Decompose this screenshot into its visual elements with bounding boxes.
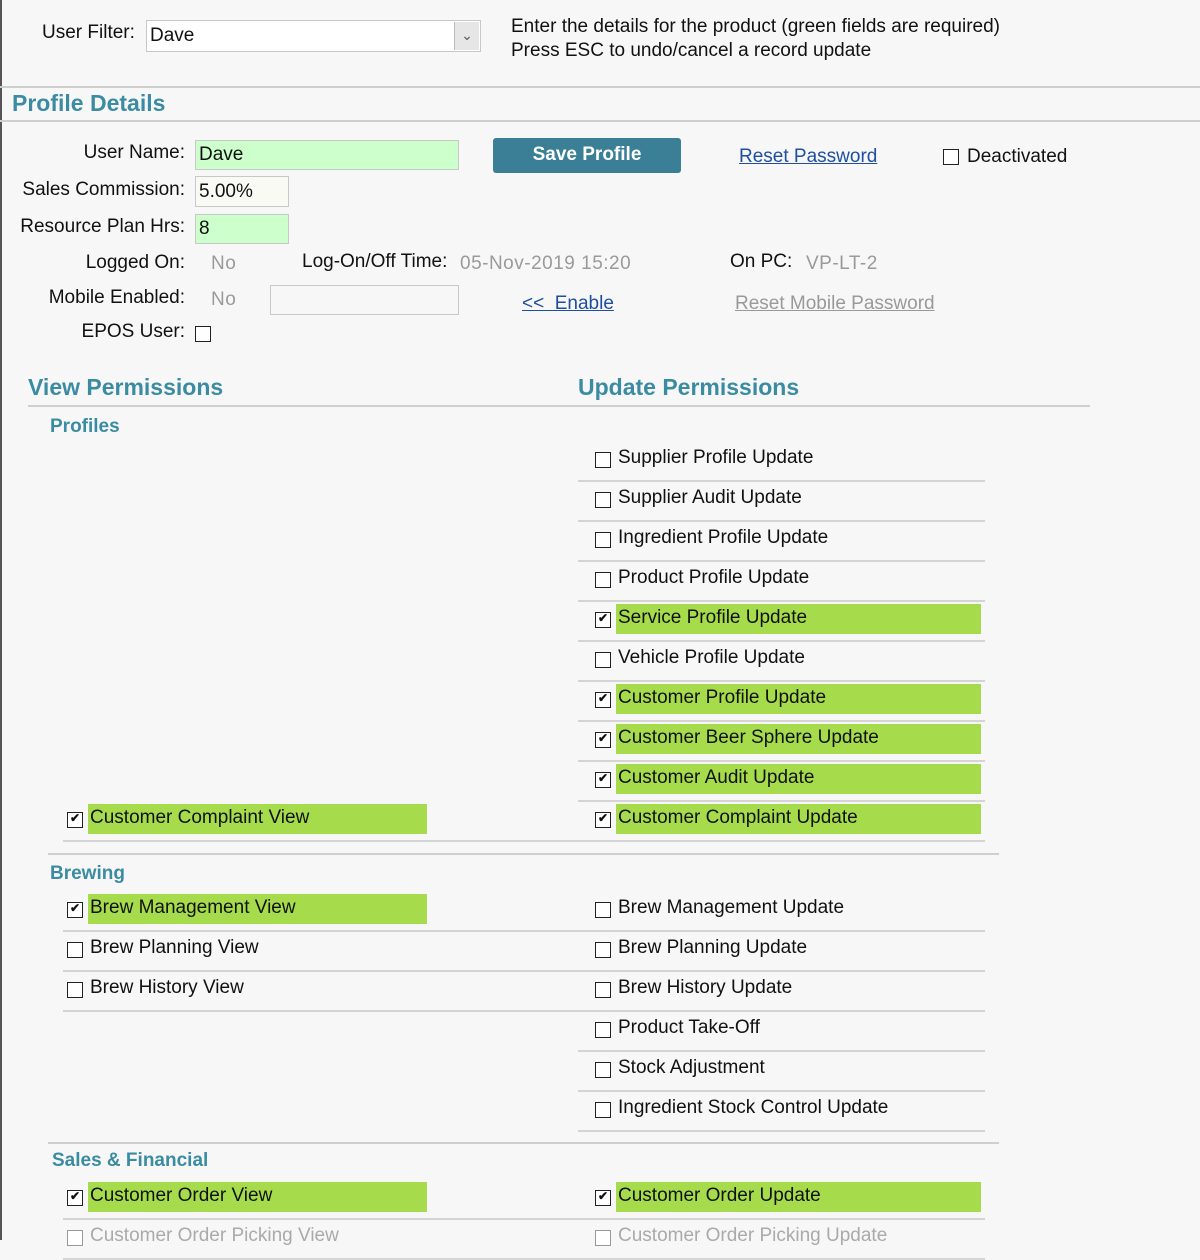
row-separator bbox=[63, 1218, 585, 1220]
mobile-enabled-value: No bbox=[211, 289, 237, 310]
row-separator bbox=[578, 1090, 985, 1092]
update-permission-label: Brew Management Update bbox=[618, 897, 845, 918]
row-separator bbox=[578, 680, 985, 682]
update-permission-label: Brew History Update bbox=[618, 977, 793, 998]
section-divider bbox=[48, 853, 999, 855]
hint-required: Enter the details for the product (green fields are required) bbox=[511, 16, 1000, 37]
section-heading: Sales & Financial bbox=[52, 1150, 209, 1171]
pc-value: VP-LT-2 bbox=[806, 253, 878, 274]
view-permission-label: Brew Planning View bbox=[90, 937, 259, 958]
update-permission-label: Supplier Audit Update bbox=[618, 487, 802, 508]
update-permission-checkbox[interactable] bbox=[595, 652, 611, 668]
update-permission-checkbox[interactable] bbox=[595, 492, 611, 508]
update-permission-checkbox[interactable] bbox=[595, 982, 611, 998]
update-permission-label: Customer Order Picking Update bbox=[618, 1225, 888, 1246]
plan-hrs-input[interactable]: 8 bbox=[195, 214, 289, 244]
row-separator bbox=[63, 1010, 585, 1012]
mobile-input[interactable] bbox=[270, 285, 459, 315]
reset-password-link[interactable]: Reset Password bbox=[739, 146, 878, 167]
row-separator bbox=[578, 1010, 985, 1012]
update-permission-checkbox[interactable] bbox=[595, 1022, 611, 1038]
reset-mobile-password-link[interactable]: Reset Mobile Password bbox=[735, 293, 935, 314]
row-separator bbox=[578, 840, 985, 842]
update-permission-checkbox[interactable]: ✔ bbox=[595, 612, 611, 628]
row-separator bbox=[578, 520, 985, 522]
update-permission-checkbox[interactable]: ✔ bbox=[595, 732, 611, 748]
section-heading: Profiles bbox=[50, 416, 120, 437]
logtime-value: 05-Nov-2019 15:20 bbox=[460, 253, 632, 274]
view-permission-label: Brew History View bbox=[90, 977, 244, 998]
epos-user-label: EPOS User: bbox=[81, 321, 185, 342]
view-permission-label: Customer Order View bbox=[90, 1185, 273, 1206]
view-permission-label: Customer Order Picking View bbox=[90, 1225, 339, 1246]
divider bbox=[28, 405, 1090, 407]
update-permission-label: Product Take-Off bbox=[618, 1017, 760, 1038]
update-permission-label: Supplier Profile Update bbox=[618, 447, 814, 468]
mobile-enabled-label: Mobile Enabled: bbox=[48, 287, 185, 308]
update-permission-checkbox[interactable] bbox=[595, 532, 611, 548]
row-separator bbox=[578, 640, 985, 642]
section-divider bbox=[48, 1142, 999, 1144]
user-filter-select[interactable] bbox=[146, 20, 481, 52]
commission-input[interactable]: 5.00% bbox=[195, 176, 289, 207]
logged-on-value: No bbox=[211, 253, 237, 274]
enable-mobile-link[interactable]: << Enable bbox=[522, 293, 614, 314]
commission-label: Sales Commission: bbox=[22, 179, 185, 200]
section-heading: Brewing bbox=[50, 863, 125, 884]
update-permission-checkbox[interactable] bbox=[595, 942, 611, 958]
update-permission-label: Ingredient Stock Control Update bbox=[618, 1097, 889, 1118]
update-permission-label: Customer Profile Update bbox=[618, 687, 827, 708]
divider bbox=[0, 120, 1200, 122]
save-profile-button[interactable]: Save Profile bbox=[493, 138, 681, 173]
update-permission-label: Customer Audit Update bbox=[618, 767, 815, 788]
row-separator bbox=[578, 480, 985, 482]
view-permission-checkbox[interactable]: ✔ bbox=[67, 1190, 83, 1206]
update-permission-label: Vehicle Profile Update bbox=[618, 647, 805, 668]
row-separator bbox=[578, 930, 985, 932]
chevron-down-icon[interactable]: ⌄ bbox=[454, 22, 479, 50]
update-permission-checkbox[interactable]: ✔ bbox=[595, 1190, 611, 1206]
update-permission-label: Customer Complaint Update bbox=[618, 807, 858, 828]
logtime-label: Log-On/Off Time: bbox=[302, 251, 448, 272]
row-separator bbox=[578, 1218, 985, 1220]
update-permission-checkbox[interactable] bbox=[595, 1102, 611, 1118]
row-separator bbox=[578, 970, 985, 972]
update-permission-checkbox[interactable] bbox=[595, 452, 611, 468]
deactivated-label: Deactivated bbox=[967, 146, 1068, 167]
update-permission-label: Stock Adjustment bbox=[618, 1057, 765, 1078]
row-separator bbox=[63, 930, 585, 932]
user-filter-value: Dave bbox=[150, 25, 195, 46]
divider bbox=[0, 86, 1200, 88]
view-permission-checkbox[interactable]: ✔ bbox=[67, 902, 83, 918]
update-permission-label: Customer Order Update bbox=[618, 1185, 821, 1206]
pc-label: On PC: bbox=[730, 251, 793, 272]
row-separator bbox=[578, 600, 985, 602]
view-permission-label: Brew Management View bbox=[90, 897, 296, 918]
row-separator bbox=[578, 560, 985, 562]
logged-on-label: Logged On: bbox=[85, 252, 185, 273]
view-permission-label: Customer Complaint View bbox=[90, 807, 310, 828]
update-permission-checkbox[interactable] bbox=[595, 1062, 611, 1078]
update-permission-checkbox[interactable]: ✔ bbox=[595, 812, 611, 828]
user-name-input[interactable]: Dave bbox=[195, 140, 459, 170]
view-permission-checkbox[interactable] bbox=[67, 1230, 83, 1246]
row-separator bbox=[578, 1130, 985, 1132]
update-permission-label: Brew Planning Update bbox=[618, 937, 808, 958]
update-permissions-title: Update Permissions bbox=[578, 374, 800, 400]
row-separator bbox=[578, 1050, 985, 1052]
profile-details-title: Profile Details bbox=[12, 90, 166, 116]
update-permission-label: Ingredient Profile Update bbox=[618, 527, 829, 548]
row-separator bbox=[63, 840, 585, 842]
update-permission-label: Product Profile Update bbox=[618, 567, 810, 588]
update-permission-checkbox[interactable] bbox=[595, 902, 611, 918]
hint-esc: Press ESC to undo/cancel a record update bbox=[511, 40, 872, 61]
row-separator bbox=[63, 970, 585, 972]
user-name-label: User Name: bbox=[83, 142, 185, 163]
update-permission-checkbox[interactable] bbox=[595, 1230, 611, 1246]
plan-hrs-label: Resource Plan Hrs: bbox=[20, 216, 185, 237]
view-permissions-title: View Permissions bbox=[28, 374, 224, 400]
update-permission-label: Customer Beer Sphere Update bbox=[618, 727, 879, 748]
epos-user-checkbox[interactable] bbox=[195, 326, 211, 342]
update-permission-checkbox[interactable]: ✔ bbox=[595, 692, 611, 708]
row-separator bbox=[578, 800, 985, 802]
view-permission-checkbox[interactable]: ✔ bbox=[67, 812, 83, 828]
update-permission-label: Service Profile Update bbox=[618, 607, 808, 628]
row-separator bbox=[578, 720, 985, 722]
update-permission-checkbox[interactable]: ✔ bbox=[595, 772, 611, 788]
row-separator bbox=[578, 760, 985, 762]
user-filter-label: User Filter: bbox=[42, 22, 135, 43]
deactivated-checkbox[interactable] bbox=[943, 149, 959, 165]
view-permission-checkbox[interactable] bbox=[67, 942, 83, 958]
update-permission-checkbox[interactable] bbox=[595, 572, 611, 588]
view-permission-checkbox[interactable] bbox=[67, 982, 83, 998]
